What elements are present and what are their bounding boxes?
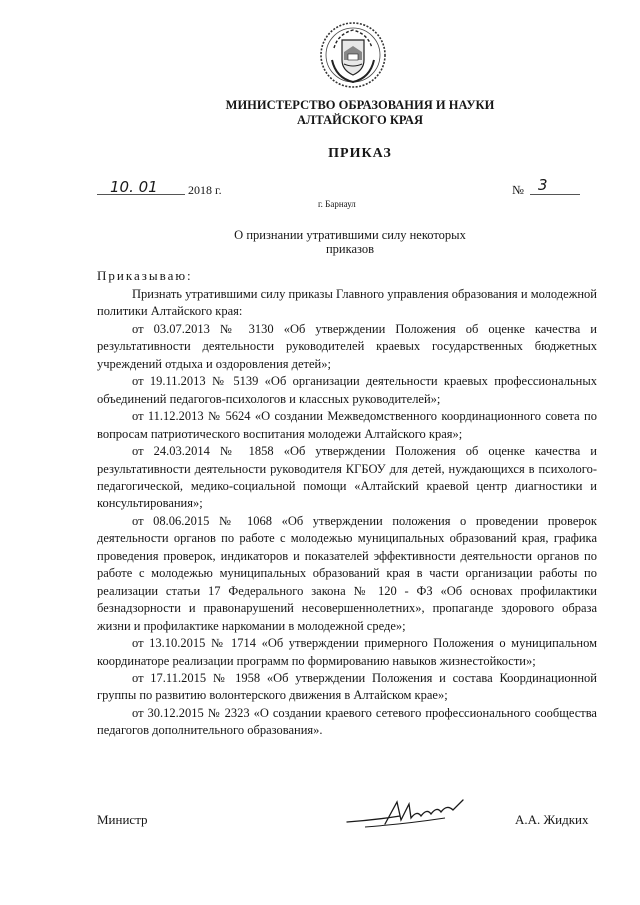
repealed-order-item: от 08.06.2015 № 1068 «Об утверждении положения о проведении проверок деятельности органов по работе с молодежью муниципальных образований края, графика проведения проверок, индикаторов и показателей эффективности деятельности органов по работе с молодежью муниципальных образований края в части организации работы по реализации статьи 17 Федерального закона № 120 - ФЗ «Об основах профилактики безнадзорности и правонарушений несовершеннолетних», пропаганде здорового образа жизни и профилактике наркомании в молодежной среде»;: [97, 513, 597, 633]
signatory-position: Министр: [97, 812, 148, 827]
handwritten-signature: [345, 794, 485, 834]
repealed-order-item: от 13.10.2015 № 1714 «Об утверждении примерного Положения о муниципальном координаторе реализации программ по формированию навыков жизнестойкости»;: [97, 636, 597, 668]
body-paragraph: Признать утратившими силу приказы Главного управления образования и молодежной политики Алтайского края:: [97, 287, 597, 319]
signatory-name: А.А. Жидких: [515, 812, 589, 827]
repealed-order-item: от 11.12.2013 № 5624 «О создании Межведомственного координационного совета по вопросам патриотического воспитания молодежи Алтайского края»;: [97, 409, 597, 441]
subject-line2: приказов: [325, 242, 375, 256]
repealed-order-item: от 30.12.2015 № 2323 «О создании краевого сетевого профессионального сообщества педагогов дополнительного образования».: [97, 705, 597, 738]
city: г. Барнаул: [318, 199, 356, 209]
ministry-name-line1: МИНИСТЕРСТВО ОБРАЗОВАНИЯ И НАУКИ: [225, 98, 495, 112]
repealed-order-item: от 19.11.2013 № 5139 «Об организации деятельности краевых профессиональных объединений педагогов-психологов и классных руководителей»;: [97, 374, 597, 406]
repealed-order-item: от 17.11.2015 № 1958 «Об утверждении Положения и состава Координационной группы по развитию волонтерского движения в Алтайском крае»;: [97, 670, 597, 703]
coat-of-arms-emblem: [318, 20, 388, 90]
order-body: [97, 286, 597, 740]
date-underline: [97, 194, 185, 195]
handwritten-order-number: 3: [538, 176, 548, 194]
ministry-name-line2: АЛТАЙСКОГО КРАЯ: [297, 113, 423, 127]
year: 2018 г.: [188, 183, 222, 197]
number-underline: [530, 194, 580, 195]
subject-line1: О признании утратившими силу некоторых: [234, 228, 466, 242]
ordering-word: Приказываю:: [97, 268, 193, 283]
repealed-order-item: от 24.03.2014 № 1858 «Об утверждении Положения об оценке качества и результативности деятельности руководителя КГБОУ для детей, нуждающихся в психолого-педагогической, медико-социальной помощи «Алтайский краевой центр диагностики и консультирования»;: [97, 444, 597, 511]
handwritten-date: 10. 01: [110, 178, 158, 196]
repealed-order-item: от 03.07.2013 № 3130 «Об утверждении Положения об оценке качества и результативности деятельности руководителей краевых государственных бюджетных учреждений отдыха и оздоровления детей»;: [97, 321, 597, 371]
document-type: ПРИКАЗ: [328, 146, 392, 161]
number-sign: №: [512, 183, 524, 197]
order-subject: [200, 228, 500, 256]
